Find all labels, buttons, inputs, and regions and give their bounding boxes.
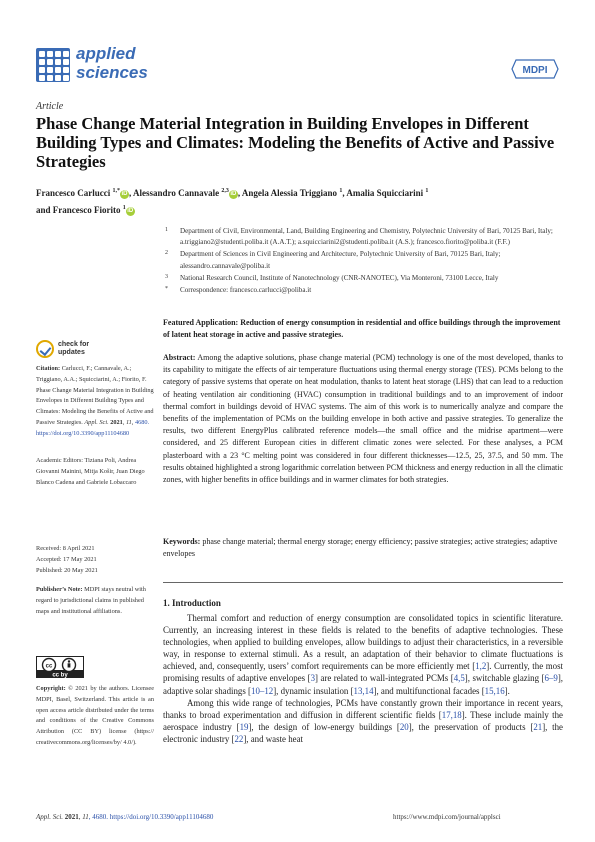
mdpi-logo-text: MDPI [522,65,548,76]
logo-cell [55,59,61,65]
paragraph-text: ], and multifunctional facades [ [373,685,485,696]
reference-link[interactable]: 20 [399,721,409,732]
reference-link[interactable]: 3 [310,673,315,684]
abstract-label: Abstract: [163,353,196,362]
author-name: Amalia Squicciarini [346,188,426,198]
published-date: Published: 20 May 2021 [36,566,98,574]
paragraph-text: ]. Currently, the most promising results of adaptive envelopes [ [163,661,563,684]
affiliation-text: Department of Sciences in Civil Engineering and Architecture, Polytechnic University of Bari, 70125 Bari, Italy; alessandro.cannavale@poliba.it [180,250,501,270]
accepted-date: Accepted: 17 May 2021 [36,555,97,563]
citation-doi-link[interactable]: 4680. https://doi.org/10.3390/app11104680 [36,418,150,437]
citation-block [36,364,154,440]
copyright-notice [36,684,154,749]
paragraph-text: ], the design of low-energy buildings [ [248,721,400,732]
orcid-icon[interactable]: iD [121,191,128,197]
footer-doi-link[interactable]: , 4680. https://doi.org/10.3390/app11104680 [88,813,214,821]
paragraph-text: Among this wide range of technologies, PCMs have constantly grown their importance in recent years, thanks to broad experimentation and diffusion in different scientific fields [ [163,697,563,720]
editors-label: Academic Editors: [36,457,84,464]
logo-cell [47,51,53,57]
abstract-text: Among the adaptive solutions, phase change material (PCM) technology is one of the most developed, thanks to its capability to mitigate the effects of air temperature fluctuations using thermal energy storage (TES). PCMs belong to the category of passive systems that operate on heat modulation, thanks to latent heat storage (LHS) that can lead to a reduction of heating ventilation air conditioning (HVAC) consumption in traditional buildings and to an improvement of indoor thermal comfort in buildings devoid of HVAC systems. The aim of this work is to numerically analyze and compare the benefits of the implementation of PCMs on the building envelope in both active and passive strategies. To generalize the results, two different EnergyPlus calibrated reference models—the small office and the midrise apartment—were considered, and 25 different European cities in different climatic zones were selected. For these analyses, a PCM plasterboard with a 23 °C melting point was considered in four different thicknesses—12.5, 25, 37.5, and 50 mm. The results obtained highlighted a strong logarithmic correlation between PCM thickness and energy reduction in all the climatic zones, with higher benefits in office buildings and in warmer climates for both strategies. [163,353,563,485]
paragraph-text: ], the preservation of products [ [408,721,534,732]
publication-dates [36,544,154,576]
author-affiliation-mark: 1 [122,205,126,211]
reference-link[interactable]: 21 [533,721,543,732]
orcid-icon[interactable]: iD [230,191,237,197]
author-affiliation-mark: 1 [425,188,429,194]
logo-cell [39,75,45,81]
publishers-note [36,585,154,617]
check-for-label: check for [58,341,90,348]
affiliation-text: National Research Council, Institute of Nanotechnology (CNR-NANOTEC), Via Monteroni, 73100 Lecce, Italy [180,273,499,282]
journal-name-line1: applied [76,44,136,63]
pubnote-label: Publisher’s Note: [36,586,83,593]
author-name: Francesco Carlucci [36,188,113,198]
footer-journal: Appl. Sci. [36,813,64,821]
paragraph-text: ], adaptive solar shadings [ [163,673,563,696]
author-name: Angela Alessia Triggiano [241,188,340,198]
logo-cell [47,59,53,65]
footer-volume: 11 [82,813,89,821]
logo-cell [39,67,45,73]
affiliation-item [163,249,563,271]
reference-link[interactable]: 13,14 [353,685,374,696]
reference-link[interactable]: 1,2 [475,661,487,672]
reference-link[interactable]: 10–12 [251,685,274,696]
logo-cell [63,67,69,73]
author-affiliation-mark: 2,3 [221,188,229,194]
mdpi-logo[interactable] [510,58,560,80]
orcid-icon[interactable]: iD [127,208,134,214]
paragraph-text: ], switchable glazing [ [464,673,545,684]
paragraph-text: ]. These include mainly the aerospace industry [ [163,709,563,732]
logo-cell [55,51,61,57]
featured-text: Reduction of energy consumption in residential and office buildings through the improvement of latent heat storage in active and passive strategies. [163,318,561,340]
journal-name-line2: sciences [76,63,148,82]
editors-text: Tiziana Poli, Andrea Giovanni Mainini, Mitja Košir, Juan Diego Blanco Cadena and Gabriele Lobaccaro [36,457,145,486]
paragraph-text: ]. [504,685,510,696]
affiliation-text: Correspondence: francesco.carlucci@poliba.it [180,286,312,295]
reference-link[interactable]: 17,18 [441,709,462,720]
author-name: Alessandro Cannavale [133,188,222,198]
cc-by-license-icon[interactable] [36,656,84,678]
logo-cell [63,59,69,65]
logo-cell [63,75,69,81]
affiliation-text: Department of Civil, Environmental, Land, Building Engineering and Chemistry, Polytechnic University of Bari, 70125 Bari, Italy; a.triggiano2@studenti.poliba.it (A.A.T.); a.squicciarini2@studenti.poliba.it (A.S.); francesco.fiorito@poliba.it (F.F.) [180,227,553,247]
affiliation-item [163,285,563,296]
introduction-body [163,612,563,745]
affiliation-mark: 2 [165,250,168,257]
keywords-text: phase change material; thermal energy storage; energy efficiency; passive strategies; active strategies; adaptive envelopes [163,537,558,559]
citation-volume: , 11, [122,418,134,426]
reference-link[interactable]: 6–9 [544,673,558,684]
affiliation-mark: 3 [165,273,168,280]
journal-name[interactable] [76,44,148,82]
logo-cell [39,51,45,57]
author-name: and Francesco Fiorito [36,205,123,215]
section-heading-introduction: 1. Introduction [163,598,221,608]
logo-cell [39,59,45,65]
affiliations [163,226,563,297]
affiliation-mark: 1 [165,227,168,233]
article-title: Phase Change Material Integration in Building Envelopes in Different Building Types and Climates: Modeling the Benefits of Active and Passive Strategies [36,114,555,171]
featured-application [163,317,563,342]
author-list: Francesco Carlucci $^{1,*}$ iD , Alessandro Cannavale $^{2,3}$ iD , Angela Alessia Triggiano $^1$, Amalia Squicciarini $^1$ and Francesco Fiorito $^1$ iD [36,188,429,215]
paragraph-text: ], the electronic industry [ [163,721,563,744]
paragraph-text: ], and waste heat [243,733,303,744]
logo-cell [55,75,61,81]
updates-label: updates [58,349,85,356]
citation-year: 2021 [108,418,123,426]
section-divider [163,582,563,583]
reference-link[interactable]: 15,16 [484,685,505,696]
cc-by-text: cc by [52,672,68,678]
logo-cell [47,67,53,73]
pubnote-text: MDPI stays neutral with regard to jurisdictional claims in published maps and institutional affiliations. [36,586,146,615]
copyright-label: Copyright: [36,685,66,692]
abstract [163,352,563,486]
intro-paragraph-2 [163,697,563,745]
received-date: Received: 8 April 2021 [36,545,95,552]
affiliation-item [163,226,563,248]
paragraph-text: ], dynamic insulation [ [273,685,354,696]
intro-paragraph-1 [163,612,563,697]
academic-editors [36,456,154,488]
featured-label: Featured Application: [163,318,239,327]
reference-link[interactable]: 19 [239,721,249,732]
citation-text: Carlucci, F.; Cannavale, A.; Triggiano, A.A.; Squicciarini, A.; Fiorito, F. Phase Change Material Integration in Building Envelopes in Different Building Types and Climates: Modeling the Benefits of Active and Passive Strategies. [36,365,154,426]
author-affiliation-mark: 1,* [112,188,120,194]
journal-logo-icon [36,48,70,82]
copyright-text: © 2021 by the authors. Licensee MDPI, Basel, Switzerland. This article is an open access article distributed under the terms and conditions of the Creative Commons Attribution (CC BY) license (https:// creativecommons.org/licenses/by/ 4.0/). [36,685,154,746]
logo-cell [47,75,53,81]
reference-link[interactable]: 22 [234,733,244,744]
paragraph-text: ] are related to wall-integrated PCMs [ [315,673,454,684]
affiliation-mark: * [165,286,168,293]
keywords [163,536,563,560]
keywords-label: Keywords: [163,537,201,546]
citation-journal: Appl. Sci. [82,418,109,426]
footer-citation: Appl. Sci. 2021, 11, 4680. https://doi.org/10.3390/app11104680 [36,813,214,821]
svg-text:cc: cc [45,663,53,670]
logo-cell [55,67,61,73]
reference-link[interactable]: 4,5 [453,673,465,684]
footer-year: 2021 [64,813,79,821]
footer-journal-url[interactable]: https://www.mdpi.com/journal/applsci [393,813,501,821]
check-updates-icon [36,340,54,358]
paragraph-text: Thermal comfort and reduction of energy consumption are consolidated topics in scientific literature. Currently, an increasing interest in these fields is related to the benefits of adaptive technologies. These technologies, when applied to building envelopes, allow buildings to adjust their characteristics, in a reversible way, in response to external stimuli. As a result, an adaptation of their behavior to climate fluctuations is achieved, and, consequently, users’ comfort requirements can be more efficiently met [ [163,613,563,672]
author-affiliation-mark: 1 [339,188,343,194]
affiliation-item [163,273,563,284]
logo-cell [63,51,69,57]
article-type: Article [36,101,64,112]
citation-label: Citation: [36,365,61,372]
